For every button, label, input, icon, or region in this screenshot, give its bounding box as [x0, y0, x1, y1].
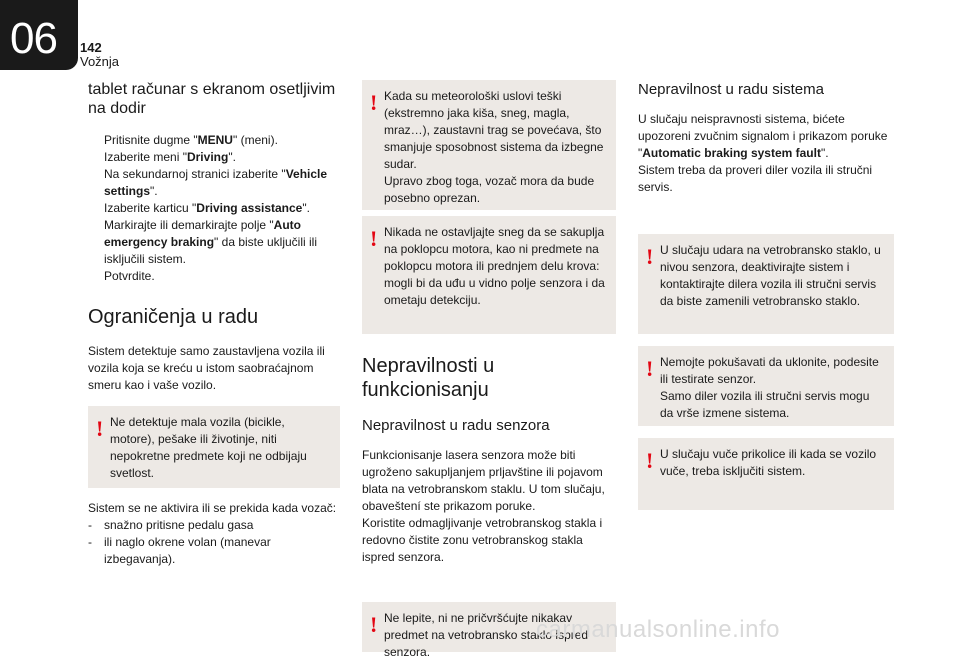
- warning-box-impact: [638, 234, 894, 334]
- column-3: [638, 80, 894, 510]
- column-2: [362, 80, 616, 659]
- malfunctions-title: Nepravilnosti u funkcionisanju: [362, 355, 495, 401]
- list-item: - ili naglo okrene volan (manevar izbegavanja).: [88, 535, 271, 566]
- warning-icon: !: [646, 448, 654, 473]
- chapter-number: 06: [10, 14, 57, 63]
- step-item: Na sekundarnoj stranici izaberite "Vehicle settings".: [104, 167, 328, 198]
- system-text: U slučaju neispravnosti sistema, bićete upozoreni zvučnim signalom i prikazom poruke "Automatic braking system fault".: [638, 112, 888, 160]
- section-name: Vožnja: [80, 54, 120, 69]
- warning-text: Nemojte pokušavati da uklonite, podesite ili testirate senzor.: [660, 355, 879, 386]
- tablet-title: tablet računar s ekranom osetljivim na dodir: [88, 81, 336, 117]
- list-item: - snažno pritisne pedalu gasa: [88, 518, 254, 532]
- step-item: Izaberite karticu "Driving assistance".: [104, 201, 310, 215]
- system-title: Nepravilnost u radu sistema: [638, 81, 824, 98]
- warning-icon: !: [370, 90, 378, 115]
- step-item: Potvrdite.: [104, 269, 155, 283]
- chapter-tab: [0, 0, 78, 70]
- warning-text: Samo diler vozila ili stručni servis mogu da vrše izmene sistema.: [660, 389, 870, 420]
- deactivation-list: [88, 517, 340, 568]
- deactivation-text: Sistem se ne aktivira ili se prekida kada vozač:: [88, 501, 337, 515]
- limits-title: Ograničenja u radu: [88, 306, 259, 328]
- step-item: Pritisnite dugme "MENU" (meni).: [104, 133, 278, 147]
- sensor-text: Funkcionisanje lasera senzora može biti ugroženo sakupljanjem prljavštine ili pojavom blata na vetrobranskom staklu. U tom slučaju, obaveštení ste prikazom poruke.: [362, 448, 605, 513]
- sensor-title: Nepravilnost u radu senzora: [362, 417, 550, 434]
- warning-text: Upravo zbog toga, vozač mora da bude posebno oprezan.: [384, 174, 595, 205]
- warning-box-tow: [638, 438, 894, 510]
- warning-icon: !: [646, 244, 654, 269]
- step-item: Markirajte ili demarkirajte polje "Auto emergency braking" da biste uključili ili isključili sistem.: [104, 218, 318, 266]
- sensor-text: Koristite odmagljivanje vetrobranskog stakla i redovno čistite zonu vetrobranskog stakla ispred senzora.: [362, 516, 603, 564]
- page-number: 142: [80, 40, 102, 55]
- step-item: Izaberite meni "Driving".: [104, 150, 236, 164]
- step-list: [88, 132, 340, 285]
- watermark: carmanualsonline.info: [536, 616, 780, 643]
- warning-icon: !: [646, 356, 654, 381]
- warning-icon: !: [96, 416, 104, 441]
- warning-box-weather: [362, 80, 616, 210]
- warning-box-test: [638, 346, 894, 426]
- warning-icon: !: [370, 612, 378, 637]
- column-1: [88, 80, 340, 568]
- system-text-2: Sistem treba da proveri diler vozila ili stručni servis.: [638, 163, 873, 194]
- warning-text: Ne lepite, ni ne pričvršćujte nikakav predmet na vetrobransko staklo ispred senzora.: [384, 611, 589, 659]
- warning-text: Ne detektuje mala vozila (bicikle, motore), pešake ili životinje, niti nepokretne predmete koji ne odbijaju svetlost.: [110, 415, 307, 480]
- warning-text: Kada su meteorološki uslovi teški (ekstremno jaka kiša, sneg, magla, mraz…), zaustavni trag se povećava, što smanjuje sposobnost sistema da izbegne sudar.: [384, 89, 604, 171]
- warning-text: U slučaju udara na vetrobransko staklo, u nivou senzora, deaktivirajte sistem i kontaktirajte dilera vozila ili stručni servis da biste zamenili vetrobransko staklo.: [660, 243, 881, 308]
- limits-text: Sistem detektuje samo zaustavljena vozila ili vozila koja se kreću u istom saobraćajnom smeru kao i vaše vozilo.: [88, 344, 325, 392]
- warning-icon: !: [370, 226, 378, 251]
- warning-text: U slučaju vuče prikolice ili kada se vozilo vuče, treba isključiti sistem.: [660, 447, 877, 478]
- warning-box-small-vehicles: [88, 406, 340, 488]
- warning-text: Nikada ne ostavljajte sneg da se sakuplja na poklopcu motora, kao ni predmete na poklopcu motora ili prednjem delu krova: mogli bi da uđu u vidno polje senzora i da ometaju detekciju.: [384, 225, 605, 307]
- warning-box-snow: [362, 216, 616, 334]
